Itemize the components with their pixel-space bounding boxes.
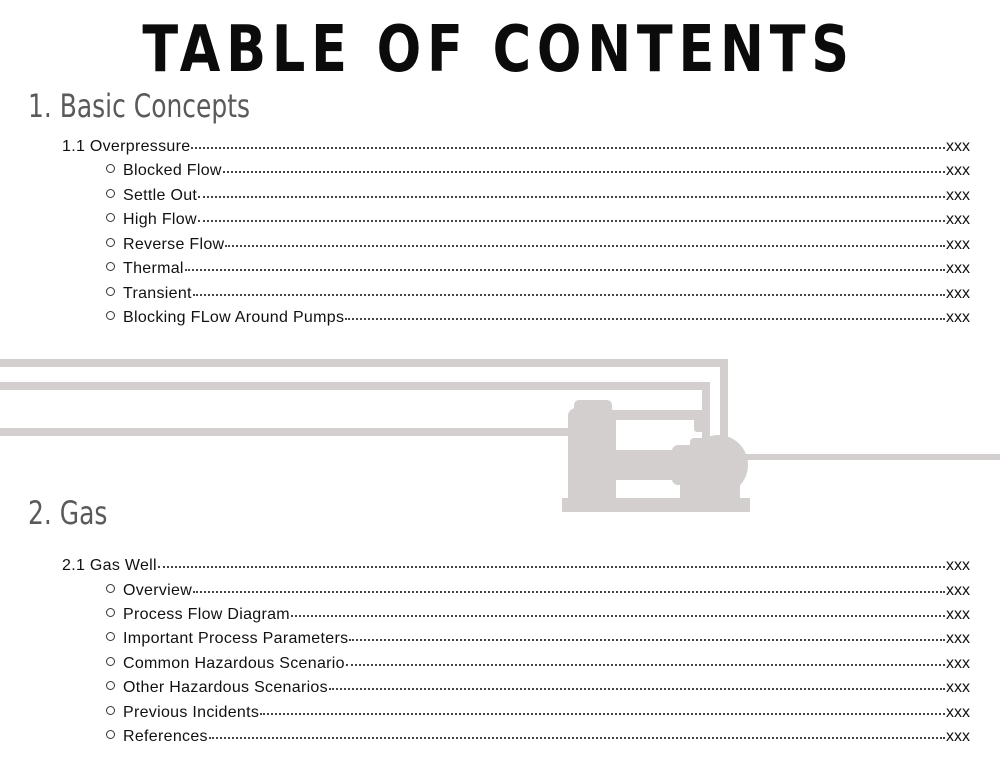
toc-entry-settle-out[interactable] <box>106 185 970 207</box>
toc-entry-blocking-flow-around-pumps[interactable] <box>106 307 970 329</box>
toc-entry-label: Blocked Flow <box>123 162 222 179</box>
toc-page-number: xxx <box>946 211 970 228</box>
section-heading-gas: 2. Gas <box>28 494 108 532</box>
toc-page-number: xxx <box>946 557 970 574</box>
dot-leader <box>346 663 945 666</box>
dot-leader <box>191 146 945 149</box>
toc-entry-references[interactable] <box>106 726 970 748</box>
toc-page-number: xxx <box>946 679 970 696</box>
dot-leader <box>223 170 945 173</box>
toc-entry-label: Previous Incidents <box>123 704 260 721</box>
toc-entry-overpressure[interactable] <box>62 136 970 158</box>
dot-leader <box>158 565 945 568</box>
toc-entry-transient[interactable] <box>106 283 970 305</box>
toc-page-number: xxx <box>946 309 970 326</box>
toc-page-number: xxx <box>946 162 970 179</box>
dot-leader <box>198 195 945 198</box>
hollow-circle-icon <box>106 706 115 715</box>
toc-entry-label: Common Hazardous Scenario <box>123 655 345 672</box>
hollow-circle-icon <box>106 584 115 593</box>
hollow-circle-icon <box>106 189 115 198</box>
dot-leader <box>291 614 945 617</box>
hollow-circle-icon <box>106 311 115 320</box>
toc-entry-process-flow-diagram[interactable] <box>106 604 970 626</box>
hollow-circle-icon <box>106 632 115 641</box>
hollow-circle-icon <box>106 238 115 247</box>
toc-entry-label: 2.1 Gas Well <box>62 557 157 574</box>
toc-entry-overview[interactable] <box>106 580 970 602</box>
toc-page-number: xxx <box>946 582 970 599</box>
toc-entry-blocked-flow[interactable] <box>106 160 970 182</box>
toc-page-number: xxx <box>946 704 970 721</box>
hollow-circle-icon <box>106 213 115 222</box>
toc-entry-label: References <box>123 728 208 745</box>
dot-leader <box>349 638 945 641</box>
dot-leader <box>329 687 945 690</box>
hollow-circle-icon <box>106 608 115 617</box>
toc-page-number: xxx <box>946 728 970 745</box>
dot-leader <box>193 293 945 296</box>
toc-entry-common-hazardous-scenario[interactable] <box>106 653 970 675</box>
toc-entry-label: Reverse Flow <box>123 236 225 253</box>
toc-entry-label: Important Process Parameters <box>123 630 349 647</box>
toc-entry-high-flow[interactable] <box>106 209 970 231</box>
toc-entry-label: Process Flow Diagram <box>123 606 290 623</box>
toc-page-number: xxx <box>946 236 970 253</box>
toc-entry-reverse-flow[interactable] <box>106 234 970 256</box>
toc-page-number: xxx <box>946 655 970 672</box>
toc-entry-label: High Flow <box>123 211 197 228</box>
dot-leader <box>209 736 945 739</box>
section-heading-basic-concepts: 1. Basic Concepts <box>28 87 250 125</box>
toc-entry-label: Other Hazardous Scenarios <box>123 679 328 696</box>
toc-page-number: xxx <box>946 606 970 623</box>
dot-leader <box>225 244 945 247</box>
toc-page-number: xxx <box>946 187 970 204</box>
toc-entry-label: Transient <box>123 285 192 302</box>
toc-entry-important-process-parameters[interactable] <box>106 628 970 650</box>
hollow-circle-icon <box>106 681 115 690</box>
toc-page-number: xxx <box>946 138 970 155</box>
toc-entry-label: 1.1 Overpressure <box>62 138 191 155</box>
dot-leader <box>345 317 945 320</box>
toc-entry-thermal[interactable] <box>106 258 970 280</box>
dot-leader <box>260 712 945 715</box>
toc-entry-label: Overview <box>123 582 193 599</box>
toc-entry-label: Settle Out <box>123 187 198 204</box>
page-title: TABLE OF CONTENTS <box>142 13 855 87</box>
hollow-circle-icon <box>106 287 115 296</box>
toc-entry-previous-incidents[interactable] <box>106 702 970 724</box>
hollow-circle-icon <box>106 730 115 739</box>
toc-entry-gas-well[interactable] <box>62 555 970 577</box>
toc-page-number: xxx <box>946 630 970 647</box>
dot-leader <box>193 590 945 593</box>
toc-entry-other-hazardous-scenarios[interactable] <box>106 677 970 699</box>
pump-pipeline-icon <box>0 350 1000 520</box>
toc-page-number: xxx <box>946 285 970 302</box>
dot-leader <box>185 268 945 271</box>
hollow-circle-icon <box>106 262 115 271</box>
toc-page-number: xxx <box>946 260 970 277</box>
hollow-circle-icon <box>106 164 115 173</box>
toc-entry-label: Thermal <box>123 260 184 277</box>
dot-leader <box>198 219 945 222</box>
hollow-circle-icon <box>106 657 115 666</box>
toc-entry-label: Blocking FLow Around Pumps <box>123 309 345 326</box>
